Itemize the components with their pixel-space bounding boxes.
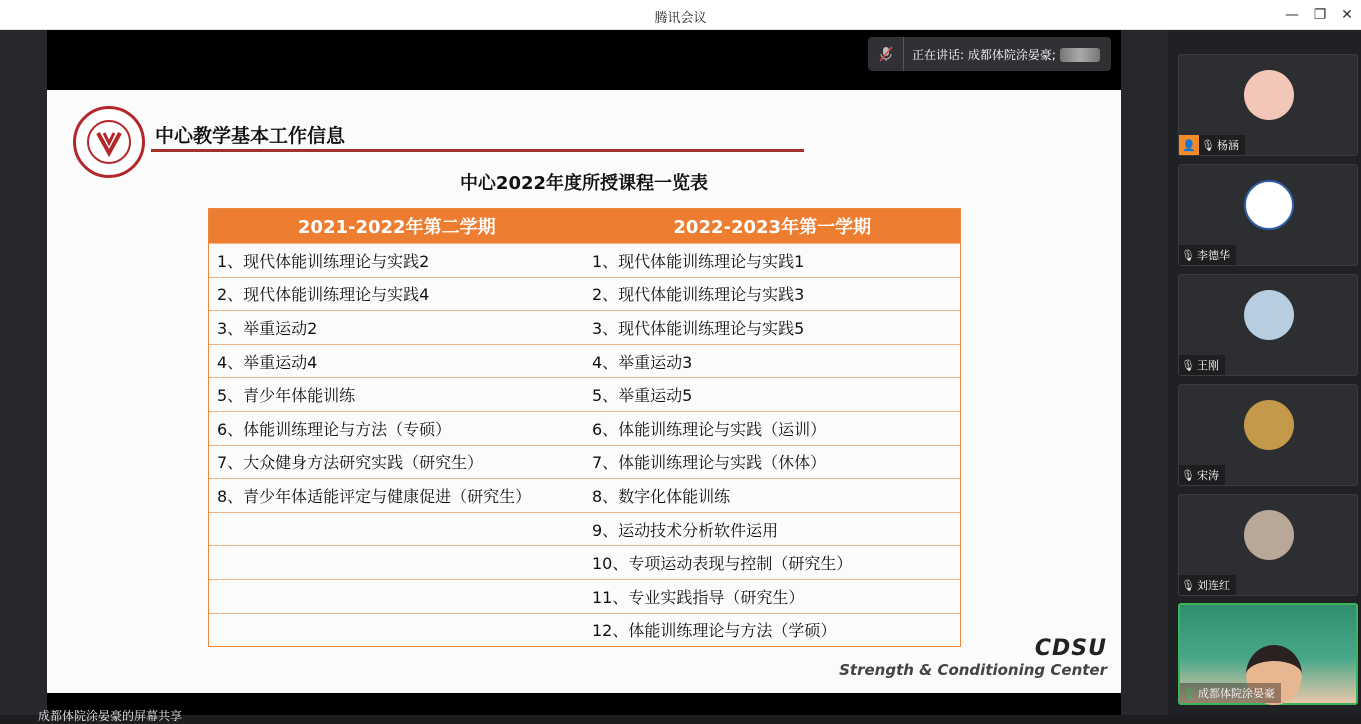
table-row [209, 445, 960, 479]
table-header [209, 209, 960, 243]
avatar [1244, 70, 1294, 120]
table-title: 中心2022年度所授课程一览表 [459, 173, 709, 194]
table-cell: 6、体能训练理论与方法（专硕） [217, 419, 452, 439]
table-cell: 7、体能训练理论与实践（休体） [592, 453, 827, 473]
mic-muted-icon: 🎙 [1181, 248, 1195, 262]
table-cell: 8、数字化体能训练 [592, 486, 731, 506]
participant-tile[interactable] [1178, 54, 1358, 156]
table-row [209, 344, 960, 378]
table-cell: 12、体能训练理论与方法（学硕） [592, 621, 837, 641]
table-cell: 3、举重运动2 [217, 318, 318, 338]
table-cell [209, 580, 584, 613]
course-table [208, 208, 961, 647]
speaking-indicator [868, 37, 1111, 71]
table-cell: 9、运动技术分析软件运用 [592, 520, 779, 540]
university-logo [73, 106, 145, 178]
table-row [209, 579, 960, 613]
table-row [209, 277, 960, 311]
share-status-text: 成都体院涂晏豪的屏幕共享 [38, 709, 183, 723]
table-row [209, 377, 960, 411]
speaking-label: 正在讲话: 成都体院涂晏豪; [912, 47, 1056, 62]
table-cell: 3、现代体能训练理论与实践5 [592, 318, 805, 338]
participant-tile[interactable] [1178, 384, 1358, 486]
table-cell: 1、现代体能训练理论与实践1 [592, 251, 805, 271]
table-cell: 7、大众健身方法研究实践（研究生） [217, 453, 484, 473]
table-row [209, 310, 960, 344]
participant-name: 刘连红 [1197, 579, 1230, 592]
table-row [209, 545, 960, 579]
table-cell [209, 546, 584, 579]
table-cell: 5、青少年体能训练 [217, 386, 356, 406]
share-status-bar [0, 706, 1168, 723]
table-cell: 4、举重运动3 [592, 352, 693, 372]
participant-name: 王刚 [1197, 359, 1219, 372]
table-cell: 2、现代体能训练理论与实践4 [217, 285, 430, 305]
table-cell: 10、专项运动表现与控制（研究生） [592, 554, 853, 574]
participant-name: 李德华 [1197, 249, 1230, 262]
table-cell: 1、现代体能训练理论与实践2 [217, 251, 430, 271]
blurred-name [1060, 48, 1100, 62]
heading-divider [151, 149, 804, 152]
title-bar [0, 0, 1361, 30]
avatar [1244, 290, 1294, 340]
logo-emblem [87, 120, 131, 164]
mic-muted-icon: 🎙 [1201, 138, 1215, 152]
participant-tile[interactable] [1178, 494, 1358, 596]
participant-tile[interactable] [1178, 274, 1358, 376]
mic-on-icon: 🎙 [1182, 686, 1196, 700]
mic-muted-icon: 🎙 [1181, 578, 1195, 592]
table-row [209, 478, 960, 512]
participant-panel [1168, 30, 1361, 715]
presentation-slide [47, 90, 1121, 693]
table-cell [209, 513, 584, 546]
mic-muted-icon: 🎙 [1181, 468, 1195, 482]
table-cell [209, 614, 584, 647]
close-icon[interactable]: ✕ [1341, 7, 1353, 23]
mic-muted-icon: 🎙 [1181, 358, 1195, 372]
table-row [209, 411, 960, 445]
avatar [1244, 180, 1294, 230]
table-row [209, 243, 960, 277]
participant-name: 成都体院涂晏豪 [1198, 687, 1275, 700]
column-header: 2022-2023年第一学期 [673, 217, 872, 238]
avatar [1244, 510, 1294, 560]
slide-heading: 中心教学基本工作信息 [155, 125, 346, 147]
minimize-icon[interactable]: — [1285, 7, 1299, 23]
brand-logo-text: CDSU [1034, 636, 1107, 661]
participant-name: 宋涛 [1197, 469, 1219, 482]
table-cell: 4、举重运动4 [217, 352, 318, 372]
table-cell: 8、青少年体适能评定与健康促进（研究生） [217, 486, 532, 506]
restore-icon[interactable]: ❐ [1313, 7, 1327, 23]
avatar [1244, 400, 1294, 450]
participant-tile[interactable] [1178, 164, 1358, 266]
window-title: 腾讯会议 [654, 11, 707, 26]
table-row [209, 512, 960, 546]
center-brand [839, 636, 1107, 679]
column-header: 2021-2022年第二学期 [297, 217, 496, 238]
brand-subtitle: Strength & Conditioning Center [839, 661, 1107, 679]
participant-tile-active[interactable] [1178, 603, 1358, 705]
participant-name: 杨涵 [1217, 139, 1239, 152]
mic-muted-icon [868, 37, 904, 71]
table-cell: 5、举重运动5 [592, 386, 693, 406]
table-cell: 11、专业实践指导（研究生） [592, 587, 805, 607]
table-cell: 2、现代体能训练理论与实践3 [592, 285, 805, 305]
table-cell: 6、体能训练理论与实践（运训） [592, 419, 827, 439]
host-icon: 👤 [1179, 135, 1199, 155]
